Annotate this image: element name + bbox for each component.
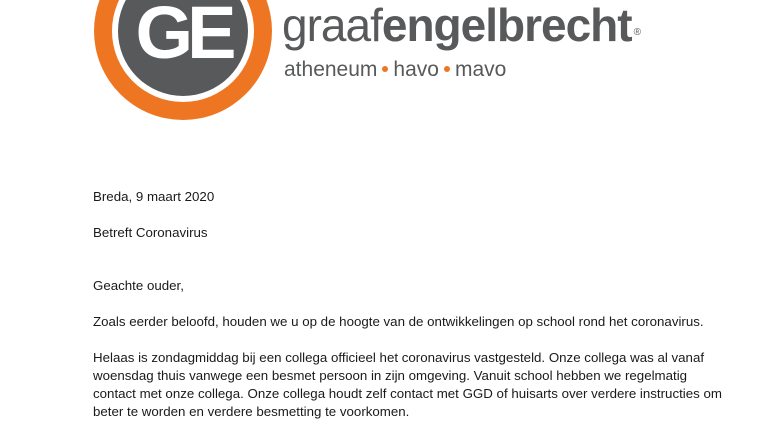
place-date: Breda, 9 maart 2020	[93, 189, 215, 204]
school-name	[282, 0, 640, 50]
registered-mark: ®	[633, 27, 640, 38]
orange-dot-icon	[382, 66, 388, 72]
level-mavo: mavo	[454, 58, 507, 81]
level-havo: havo	[393, 58, 439, 81]
school-name-light: graaf	[282, 0, 382, 51]
logo-initials: GE	[135, 0, 231, 74]
orange-dot-icon	[444, 66, 450, 72]
letter-body	[93, 188, 733, 421]
ge-logo-icon	[94, 0, 272, 120]
letter-subject: Betreft Coronavirus	[93, 225, 208, 240]
school-levels	[284, 57, 506, 83]
paragraph-1: Zoals eerder beloofd, houden we u op de hoogte van de ontwikkelingen op school rond het coronavirus.	[93, 314, 704, 329]
school-name-bold: engelbrecht	[381, 0, 632, 51]
level-atheneum: atheneum	[284, 58, 378, 81]
paragraph-2: Helaas is zondagmiddag bij een collega officieel het coronavirus vastgesteld. Onze collega was al vanaf woensdag thuis vanwege een besmet persoon in zijn omgeving. Vanuit school hebben we regelmatig contact met onze collega. Onze collega houdt zelf contact met GGD of huisarts over verdere instructies om beter te worden en verdere besmetting te voorkomen.	[93, 350, 722, 419]
school-logo-header	[0, 0, 768, 150]
salutation: Geachte ouder,	[93, 278, 184, 293]
